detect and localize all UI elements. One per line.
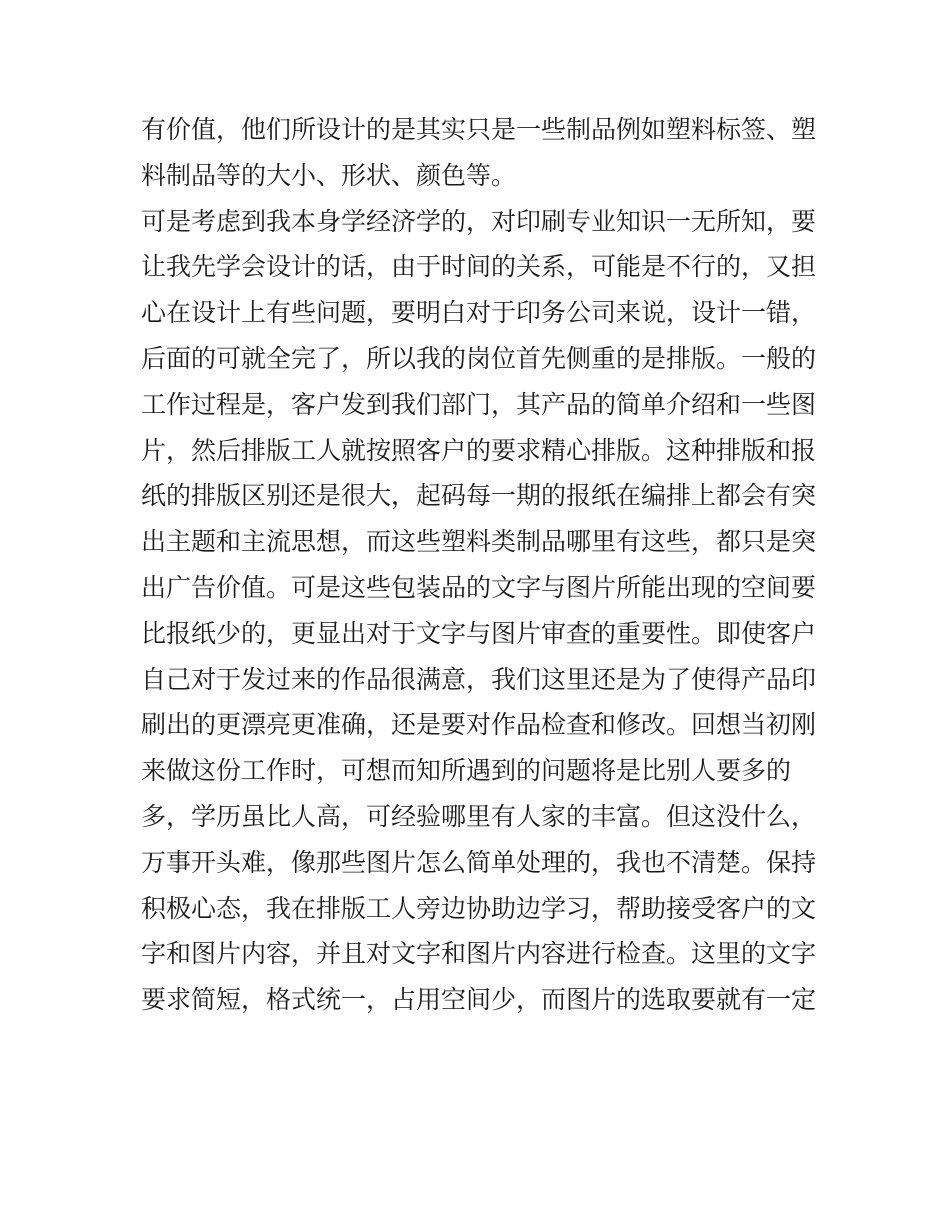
text-line-7: 工作过程是，客户发到我们部门，其产品的简单介绍和一些图: [141, 389, 817, 419]
text-line-11: 出广告价值。可是这些包装品的文字与图片所能出现的空间要: [141, 572, 817, 602]
text-line-9: 纸的排版区别还是很大，起码每一期的报纸在编排上都会有突: [141, 481, 817, 511]
text-line-4: 让我先学会设计的话，由于时间的关系，可能是不行的，又担: [141, 252, 817, 282]
text-line-19: 字和图片内容，并且对文字和图片内容进行检查。这里的文字: [141, 939, 817, 969]
text-line-20: 要求简短，格式统一，占用空间少，而图片的选取要就有一定: [141, 985, 817, 1015]
text-line-13: 自己对于发过来的作品很满意，我们这里还是为了使得产品印: [141, 664, 817, 694]
text-line-17: 万事开头难，像那些图片怎么简单处理的，我也不清楚。保持: [141, 847, 817, 877]
text-line-2: 料制品等的大小、形状、颜色等。: [141, 160, 517, 190]
text-line-1: 有价值，他们所设计的是其实只是一些制品例如塑料标签、塑: [141, 115, 817, 144]
text-line-18: 积极心态，我在排版工人旁边协助边学习，帮助接受客户的文: [141, 893, 817, 923]
text-line-14: 刷出的更漂亮更准确，还是要对作品检查和修改。回想当初刚: [141, 710, 817, 740]
text-line-3: 可是考虑到我本身学经济学的，对印刷专业知识一无所知，要: [141, 206, 817, 236]
text-line-8: 片，然后排版工人就按照客户的要求精心排版。这种排版和报: [141, 435, 817, 465]
text-line-15: 来做这份工作时，可想而知所遇到的问题将是比别人要多的: [141, 756, 792, 786]
text-line-12: 比报纸少的，更显出对于文字与图片审查的重要性。即使客户: [141, 618, 817, 648]
text-line-6: 后面的可就全完了，所以我的岗位首先侧重的是排版。一般的: [141, 343, 817, 373]
body-text: [141, 107, 831, 1023]
text-line-5: 心在设计上有些问题，要明白对于印务公司来说，设计一错，: [141, 298, 817, 328]
text-line-10: 出主题和主流思想，而这些塑料类制品哪里有这些，都只是突: [141, 527, 817, 557]
text-line-16: 多，学历虽比人高，可经验哪里有人家的丰富。但这没什么，: [141, 801, 817, 831]
